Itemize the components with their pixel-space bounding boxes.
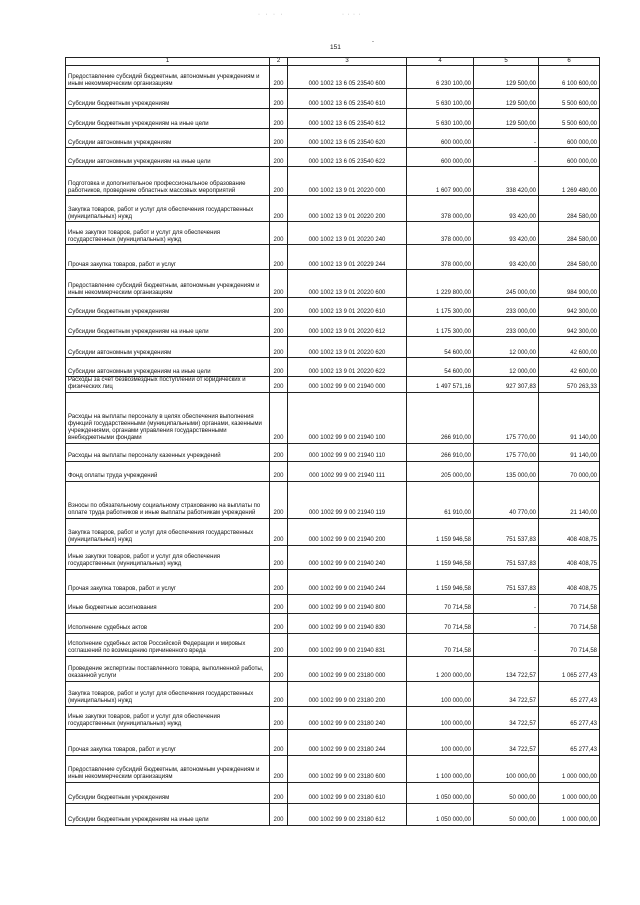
- row-kbk-code: 000 1002 99 9 00 23180 244: [288, 729, 407, 755]
- table-row: [66, 337, 600, 358]
- table-row: [66, 196, 600, 222]
- row-name: Расходы на выплаты персоналу казенных учреждений: [66, 443, 270, 461]
- row-kbk-code: 000 1002 13 9 01 20220 200: [288, 196, 407, 222]
- row-code: 200: [270, 89, 288, 109]
- row-name: Прочая закупка товаров, работ и услуг: [66, 569, 270, 594]
- row-name: Субсидии бюджетным учреждениям: [66, 782, 270, 803]
- table-row: [66, 358, 600, 377]
- row-approved-amount: 100 000,00: [407, 729, 474, 755]
- row-approved-amount: 205 000,00: [407, 461, 474, 481]
- page-number: 151: [330, 44, 341, 51]
- table-row: [66, 755, 600, 782]
- row-kbk-code: 000 1002 13 9 01 20220 620: [288, 337, 407, 358]
- table-row: [66, 594, 600, 613]
- row-code: 200: [270, 337, 288, 358]
- row-approved-amount: 1 159 946,58: [407, 518, 474, 545]
- row-approved-amount: 5 630 100,00: [407, 109, 474, 129]
- row-executed-amount: 93 420,00: [474, 245, 539, 270]
- row-executed-amount: 12 000,00: [474, 358, 539, 377]
- table-row: [66, 270, 600, 298]
- row-kbk-code: 000 1002 99 9 00 21940 800: [288, 594, 407, 613]
- row-code: 200: [270, 545, 288, 569]
- table-row: [66, 706, 600, 729]
- row-code: 200: [270, 66, 288, 89]
- row-kbk-code: 000 1002 13 6 05 23540 612: [288, 109, 407, 129]
- row-unexecuted-amount: 942 300,00: [539, 317, 600, 337]
- row-name: Субсидии бюджетным учреждениям на иные цели: [66, 317, 270, 337]
- row-executed-amount: 34 722,57: [474, 729, 539, 755]
- row-executed-amount: 175 770,00: [474, 443, 539, 461]
- row-approved-amount: 1 229 800,00: [407, 270, 474, 298]
- column-header: 2: [270, 58, 288, 66]
- row-unexecuted-amount: 1 000 000,00: [539, 755, 600, 782]
- row-kbk-code: 000 1002 99 9 00 21940 830: [288, 613, 407, 633]
- column-header: 5: [474, 58, 539, 66]
- row-kbk-code: 000 1002 13 6 05 23540 622: [288, 148, 407, 167]
- table-row: [66, 545, 600, 569]
- row-name: Иные закупки товаров, работ и услуг для обеспечения государственных (муниципальных) нужд: [66, 222, 270, 245]
- row-name: Исполнение судебных актов Российской Федерации и мировых соглашений по возмещению причиненного вреда: [66, 633, 270, 656]
- row-unexecuted-amount: 70 714,58: [539, 613, 600, 633]
- row-unexecuted-amount: 984 900,00: [539, 270, 600, 298]
- table-row: [66, 613, 600, 633]
- row-name: Закупка товаров, работ и услуг для обеспечения государственных (муниципальных) нужд: [66, 196, 270, 222]
- row-code: 200: [270, 392, 288, 443]
- table-header-row: [66, 58, 600, 66]
- row-code: 200: [270, 613, 288, 633]
- row-kbk-code: 000 1002 99 9 00 21940 200: [288, 518, 407, 545]
- table-row: [66, 633, 600, 656]
- row-kbk-code: 000 1002 13 6 05 23540 610: [288, 89, 407, 109]
- row-unexecuted-amount: 1 000 000,00: [539, 782, 600, 803]
- row-executed-amount: 129 500,00: [474, 66, 539, 89]
- table-row: [66, 167, 600, 196]
- row-unexecuted-amount: 284 580,00: [539, 196, 600, 222]
- row-executed-amount: 129 500,00: [474, 109, 539, 129]
- row-executed-amount: 245 000,00: [474, 270, 539, 298]
- row-unexecuted-amount: 70 714,58: [539, 633, 600, 656]
- row-code: 200: [270, 196, 288, 222]
- row-executed-amount: 233 000,00: [474, 317, 539, 337]
- row-name: Субсидии автономным учреждениям на иные цели: [66, 358, 270, 377]
- table-row: [66, 443, 600, 461]
- row-approved-amount: 5 630 100,00: [407, 89, 474, 109]
- table-row: [66, 803, 600, 825]
- row-kbk-code: 000 1002 99 9 00 23180 612: [288, 803, 407, 825]
- table-row: [66, 109, 600, 129]
- row-approved-amount: 70 714,58: [407, 633, 474, 656]
- table-row: [66, 656, 600, 681]
- row-code: 200: [270, 298, 288, 317]
- row-executed-amount: 751 537,83: [474, 518, 539, 545]
- table-row: [66, 782, 600, 803]
- row-name: Субсидии бюджетным учреждениям на иные цели: [66, 109, 270, 129]
- row-code: 200: [270, 481, 288, 518]
- row-name: Субсидии бюджетным учреждениям на иные цели: [66, 803, 270, 825]
- row-code: 200: [270, 270, 288, 298]
- row-kbk-code: 000 1002 99 9 00 23180 600: [288, 755, 407, 782]
- row-approved-amount: 1 159 946,58: [407, 569, 474, 594]
- table-row: [66, 129, 600, 148]
- table-row: [66, 245, 600, 270]
- row-kbk-code: 000 1002 13 9 01 20220 000: [288, 167, 407, 196]
- row-name: Субсидии бюджетным учреждениям: [66, 89, 270, 109]
- row-approved-amount: 378 000,00: [407, 196, 474, 222]
- row-code: 200: [270, 109, 288, 129]
- row-kbk-code: 000 1002 13 9 01 20220 600: [288, 270, 407, 298]
- row-name: Подготовка и дополнительное профессиональное образование работников, проведение областных массовых мероприятий: [66, 167, 270, 196]
- row-executed-amount: 927 307,83: [474, 377, 539, 392]
- row-approved-amount: 1 050 000,00: [407, 782, 474, 803]
- row-code: 200: [270, 443, 288, 461]
- row-executed-amount: -: [474, 613, 539, 633]
- row-executed-amount: 34 722,57: [474, 681, 539, 706]
- row-name: Расходы за счет безвозмездных поступлений от юридических и физических лиц: [66, 377, 270, 392]
- row-name: Исполнение судебных актов: [66, 613, 270, 633]
- row-unexecuted-amount: 942 300,00: [539, 298, 600, 317]
- row-name: Взносы по обязательному социальному страхованию на выплаты по оплате труда работников и иные выплаты работникам учреждений: [66, 481, 270, 518]
- row-executed-amount: 751 537,83: [474, 545, 539, 569]
- row-name: Субсидии бюджетным учреждениям: [66, 298, 270, 317]
- scan-dot: ˇ: [372, 42, 374, 48]
- table-row: [66, 89, 600, 109]
- row-unexecuted-amount: 42 600,00: [539, 337, 600, 358]
- row-kbk-code: 000 1002 13 9 01 20229 244: [288, 245, 407, 270]
- row-name: Субсидии автономным учреждениям на иные цели: [66, 148, 270, 167]
- row-executed-amount: 34 722,57: [474, 706, 539, 729]
- row-name: Иные бюджетные ассигнования: [66, 594, 270, 613]
- row-kbk-code: 000 1002 99 9 00 21940 111: [288, 461, 407, 481]
- row-name: Фонд оплаты труда учреждений: [66, 461, 270, 481]
- row-unexecuted-amount: 91 140,00: [539, 443, 600, 461]
- row-executed-amount: 751 537,83: [474, 569, 539, 594]
- column-header: 4: [407, 58, 474, 66]
- table-row: [66, 377, 600, 392]
- column-header: 1: [66, 58, 270, 66]
- row-name: Прочая закупка товаров, работ и услуг: [66, 729, 270, 755]
- row-name: Предоставление субсидий бюджетным, автономным учреждениям и иным некоммерческим организациям: [66, 755, 270, 782]
- row-name: Предоставление субсидий бюджетным, автономным учреждениям и иным некоммерческим организациям: [66, 270, 270, 298]
- row-unexecuted-amount: 408 408,75: [539, 569, 600, 594]
- row-kbk-code: 000 1002 99 9 00 21940 110: [288, 443, 407, 461]
- row-unexecuted-amount: 42 600,00: [539, 358, 600, 377]
- row-kbk-code: 000 1002 99 9 00 21940 000: [288, 377, 407, 392]
- row-name: Субсидии автономным учреждениям: [66, 129, 270, 148]
- row-code: 200: [270, 569, 288, 594]
- row-approved-amount: 54 600,00: [407, 358, 474, 377]
- table-row: [66, 461, 600, 481]
- row-approved-amount: 1 175 300,00: [407, 298, 474, 317]
- column-header: 6: [539, 58, 600, 66]
- row-unexecuted-amount: 21 140,00: [539, 481, 600, 518]
- row-unexecuted-amount: 570 263,33: [539, 377, 600, 392]
- row-unexecuted-amount: 5 500 600,00: [539, 89, 600, 109]
- row-executed-amount: 135 000,00: [474, 461, 539, 481]
- row-approved-amount: 266 910,00: [407, 392, 474, 443]
- row-approved-amount: 54 600,00: [407, 337, 474, 358]
- row-approved-amount: 1 497 571,16: [407, 377, 474, 392]
- table-row: [66, 681, 600, 706]
- row-code: 200: [270, 461, 288, 481]
- row-unexecuted-amount: 408 408,75: [539, 545, 600, 569]
- row-code: 200: [270, 167, 288, 196]
- row-executed-amount: 50 000,00: [474, 803, 539, 825]
- table-row: [66, 66, 600, 89]
- row-unexecuted-amount: 65 277,43: [539, 729, 600, 755]
- row-unexecuted-amount: 70 714,58: [539, 594, 600, 613]
- row-unexecuted-amount: 70 000,00: [539, 461, 600, 481]
- row-approved-amount: 70 714,58: [407, 594, 474, 613]
- row-name: Закупка товаров, работ и услуг для обеспечения государственных (муниципальных) нужд: [66, 518, 270, 545]
- row-name: Предоставление субсидий бюджетным, автономным учреждениям и иным некоммерческим организациям: [66, 66, 270, 89]
- row-executed-amount: 100 000,00: [474, 755, 539, 782]
- row-unexecuted-amount: 1 269 480,00: [539, 167, 600, 196]
- row-unexecuted-amount: 65 277,43: [539, 706, 600, 729]
- table-row: [66, 298, 600, 317]
- row-approved-amount: 600 000,00: [407, 129, 474, 148]
- row-approved-amount: 1 200 000,00: [407, 656, 474, 681]
- row-unexecuted-amount: 1 065 277,43: [539, 656, 600, 681]
- row-executed-amount: 93 420,00: [474, 222, 539, 245]
- row-name: Проведение экспертизы поставленного товара, выполненной работы, оказанной услуги: [66, 656, 270, 681]
- row-code: 200: [270, 245, 288, 270]
- table-row: [66, 222, 600, 245]
- row-approved-amount: 1 175 300,00: [407, 317, 474, 337]
- table-row: [66, 148, 600, 167]
- row-unexecuted-amount: 284 580,00: [539, 222, 600, 245]
- row-executed-amount: 338 420,00: [474, 167, 539, 196]
- row-unexecuted-amount: 91 140,00: [539, 392, 600, 443]
- row-executed-amount: 175 770,00: [474, 392, 539, 443]
- row-executed-amount: -: [474, 129, 539, 148]
- row-code: 200: [270, 377, 288, 392]
- row-kbk-code: 000 1002 13 9 01 20220 612: [288, 317, 407, 337]
- row-unexecuted-amount: 408 408,75: [539, 518, 600, 545]
- row-approved-amount: 266 910,00: [407, 443, 474, 461]
- row-code: 200: [270, 729, 288, 755]
- row-code: 200: [270, 222, 288, 245]
- row-name: Расходы на выплаты персоналу в целях обеспечения выполнения функций государственными (муниципальными) органами, казенными учреждениями, органами управления государственными внебюджетными фондами: [66, 392, 270, 443]
- row-executed-amount: 129 500,00: [474, 89, 539, 109]
- row-kbk-code: 000 1002 99 9 00 23180 200: [288, 681, 407, 706]
- row-unexecuted-amount: 600 000,00: [539, 129, 600, 148]
- row-kbk-code: 000 1002 13 9 01 20220 240: [288, 222, 407, 245]
- row-approved-amount: 378 000,00: [407, 245, 474, 270]
- row-kbk-code: 000 1002 99 9 00 21940 100: [288, 392, 407, 443]
- row-code: 200: [270, 148, 288, 167]
- row-approved-amount: 1 050 000,00: [407, 803, 474, 825]
- row-executed-amount: -: [474, 148, 539, 167]
- row-unexecuted-amount: 1 000 000,00: [539, 803, 600, 825]
- budget-table: [65, 57, 600, 826]
- row-kbk-code: 000 1002 99 9 00 23180 240: [288, 706, 407, 729]
- table-row: [66, 481, 600, 518]
- row-approved-amount: 1 159 946,58: [407, 545, 474, 569]
- row-code: 200: [270, 129, 288, 148]
- table-row: [66, 317, 600, 337]
- table-row: [66, 518, 600, 545]
- row-approved-amount: 100 000,00: [407, 706, 474, 729]
- row-unexecuted-amount: 5 500 600,00: [539, 109, 600, 129]
- row-kbk-code: 000 1002 99 9 00 21940 244: [288, 569, 407, 594]
- row-executed-amount: 233 000,00: [474, 298, 539, 317]
- row-name: Субсидии автономным учреждениям: [66, 337, 270, 358]
- row-code: 200: [270, 755, 288, 782]
- row-unexecuted-amount: 600 000,00: [539, 148, 600, 167]
- row-code: 200: [270, 317, 288, 337]
- row-approved-amount: 378 000,00: [407, 222, 474, 245]
- row-executed-amount: 50 000,00: [474, 782, 539, 803]
- row-code: 200: [270, 518, 288, 545]
- row-code: 200: [270, 803, 288, 825]
- row-kbk-code: 000 1002 13 9 01 20220 610: [288, 298, 407, 317]
- table-row: [66, 569, 600, 594]
- scan-artifact-right: · · · ·: [342, 12, 362, 18]
- column-header: 3: [288, 58, 407, 66]
- row-approved-amount: 100 000,00: [407, 681, 474, 706]
- row-executed-amount: 12 000,00: [474, 337, 539, 358]
- row-executed-amount: 40 770,00: [474, 481, 539, 518]
- row-unexecuted-amount: 6 100 600,00: [539, 66, 600, 89]
- row-approved-amount: 1 100 000,00: [407, 755, 474, 782]
- row-executed-amount: 93 420,00: [474, 196, 539, 222]
- row-code: 200: [270, 633, 288, 656]
- row-code: 200: [270, 594, 288, 613]
- row-name: Закупка товаров, работ и услуг для обеспечения государственных (муниципальных) нужд: [66, 681, 270, 706]
- row-kbk-code: 000 1002 99 9 00 23180 610: [288, 782, 407, 803]
- row-code: 200: [270, 782, 288, 803]
- row-code: 200: [270, 706, 288, 729]
- row-kbk-code: 000 1002 99 9 00 21940 240: [288, 545, 407, 569]
- row-kbk-code: 000 1002 13 6 05 23540 600: [288, 66, 407, 89]
- row-approved-amount: 600 000,00: [407, 148, 474, 167]
- row-kbk-code: 000 1002 13 6 05 23540 620: [288, 129, 407, 148]
- row-unexecuted-amount: 65 277,43: [539, 681, 600, 706]
- table-row: [66, 392, 600, 443]
- row-kbk-code: 000 1002 99 9 00 21940 831: [288, 633, 407, 656]
- row-name: Иные закупки товаров, работ и услуг для обеспечения государственных (муниципальных) нужд: [66, 545, 270, 569]
- row-executed-amount: -: [474, 594, 539, 613]
- row-code: 200: [270, 656, 288, 681]
- row-kbk-code: 000 1002 99 9 00 23180 000: [288, 656, 407, 681]
- row-executed-amount: -: [474, 633, 539, 656]
- row-name: Иные закупки товаров, работ и услуг для обеспечения государственных (муниципальных) нужд: [66, 706, 270, 729]
- scan-artifact-left: · · · ·: [258, 12, 285, 18]
- row-code: 200: [270, 681, 288, 706]
- row-approved-amount: 1 607 900,00: [407, 167, 474, 196]
- row-executed-amount: 134 722,57: [474, 656, 539, 681]
- row-kbk-code: 000 1002 13 9 01 20220 622: [288, 358, 407, 377]
- row-unexecuted-amount: 284 580,00: [539, 245, 600, 270]
- table-row: [66, 729, 600, 755]
- row-approved-amount: 70 714,58: [407, 613, 474, 633]
- row-code: 200: [270, 358, 288, 377]
- row-approved-amount: 6 230 100,00: [407, 66, 474, 89]
- row-name: Прочая закупка товаров, работ и услуг: [66, 245, 270, 270]
- row-approved-amount: 61 910,00: [407, 481, 474, 518]
- row-kbk-code: 000 1002 99 9 00 21940 119: [288, 481, 407, 518]
